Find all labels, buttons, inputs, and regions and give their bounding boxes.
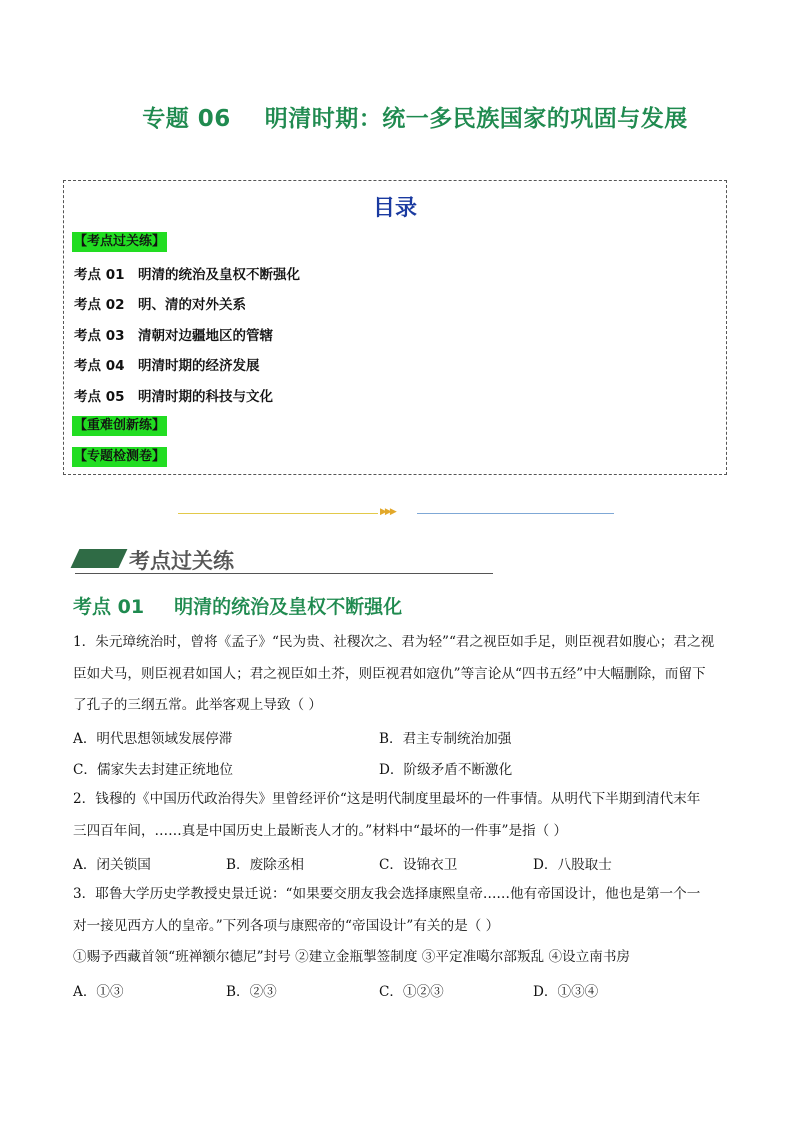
q3-option-b[interactable]: B．②③	[226, 984, 277, 1000]
question-line: 2．钱穆的《中国历代政治得失》里曾经评价“这是明代制度里最坏的一件事情。从明代下半期到清代末年	[73, 791, 701, 807]
q3-option-d[interactable]: D．①③④	[533, 984, 599, 1000]
title-number: 专题 06	[142, 106, 231, 132]
question-items: ①赐予西藏首领“班禅额尔德尼”封号 ②建立金瓶掣签制度 ③平定准噶尔部叛乱 ④设立南书房	[73, 949, 631, 965]
toc-item-04[interactable]	[74, 354, 260, 374]
question-line: 对一接见西方人的皇帝。”下列各项与康熙帝的“帝国设计”有关的是（ ）	[73, 917, 500, 934]
section-underline	[75, 573, 493, 574]
section-bar-icon	[71, 549, 128, 568]
toc-heading: 目录	[372, 196, 417, 221]
toc-item-text: 明清时期的经济发展	[138, 358, 260, 374]
toc-item-code: 考点 03	[74, 328, 125, 344]
toc-item-03[interactable]	[74, 324, 273, 344]
toc-item-code: 考点 01	[74, 267, 125, 283]
page-title	[0, 100, 794, 133]
divider-right	[417, 513, 614, 514]
kp-heading	[73, 592, 402, 619]
section-heading: 考点过关练	[129, 549, 234, 573]
toc-item-code: 考点 05	[74, 389, 125, 405]
q1-option-b[interactable]: B．君主专制统治加强	[379, 731, 512, 747]
toc-item-05[interactable]	[74, 385, 273, 405]
question-line: 1．朱元璋统治时，曾将《孟子》“民为贵、社稷次之、君为轻”“君之视臣如手足，则臣视君如腹心；君之视	[73, 634, 715, 650]
q2-option-c[interactable]: C．设锦衣卫	[379, 857, 458, 873]
toc-tag-test[interactable]: 【专题检测卷】	[72, 447, 167, 467]
toc-item-text: 明清时期的科技与文化	[138, 389, 273, 405]
toc-tag-practice[interactable]: 【考点过关练】	[72, 232, 167, 252]
q1-option-c[interactable]: C．儒家失去封建正统地位	[73, 762, 233, 778]
toc-item-text: 清朝对边疆地区的管辖	[138, 328, 273, 344]
q3-option-c[interactable]: C．①②③	[379, 984, 444, 1000]
kp-code: 考点 01	[73, 596, 145, 618]
question-line: 了孔子的三纲五常。此举客观上导致（ ）	[73, 697, 323, 713]
divider-arrows-icon: ▶▶▶	[380, 507, 395, 517]
q2-option-d[interactable]: D．八股取士	[533, 857, 612, 873]
question-2	[73, 784, 733, 847]
q2-option-a[interactable]: A．闭关锁国	[73, 857, 151, 873]
question-line: 臣如犬马，则臣视君如国人；君之视臣如土芥，则臣视君如寇仇”等言论从“四书五经”中大幅删除，而留下	[73, 665, 706, 682]
toc-item-code: 考点 04	[74, 358, 125, 374]
question-1	[73, 627, 733, 722]
q2-option-b[interactable]: B．废除丞相	[226, 857, 304, 873]
q1-option-a[interactable]: A．明代思想领域发展停滞	[73, 731, 233, 747]
q3-option-a[interactable]: A．①③	[73, 984, 124, 1000]
question-line: 3．耶鲁大学历史学教授史景迁说：“如果要交朋友我会选择康熙皇帝……他有帝国设计，他也是第一个一	[73, 886, 701, 902]
q1-option-d[interactable]: D．阶级矛盾不断激化	[379, 762, 513, 778]
toc-item-02[interactable]	[74, 293, 246, 313]
question-3	[73, 879, 733, 974]
question-line: 三四百年间，……真是中国历史上最断丧人才的。”材料中“最坏的一件事”是指（ ）	[73, 822, 568, 839]
toc-item-01[interactable]	[74, 263, 300, 283]
toc-tag-innovation[interactable]: 【重难创新练】	[72, 416, 167, 436]
toc-item-code: 考点 02	[74, 297, 125, 313]
table-of-contents	[63, 180, 727, 475]
title-text: 明清时期：统一多民族国家的巩固与发展	[264, 106, 688, 132]
toc-item-text: 明、清的对外关系	[138, 297, 246, 313]
kp-text: 明清的统治及皇权不断强化	[174, 596, 403, 618]
toc-item-text: 明清的统治及皇权不断强化	[138, 267, 300, 283]
divider-left	[178, 513, 378, 514]
